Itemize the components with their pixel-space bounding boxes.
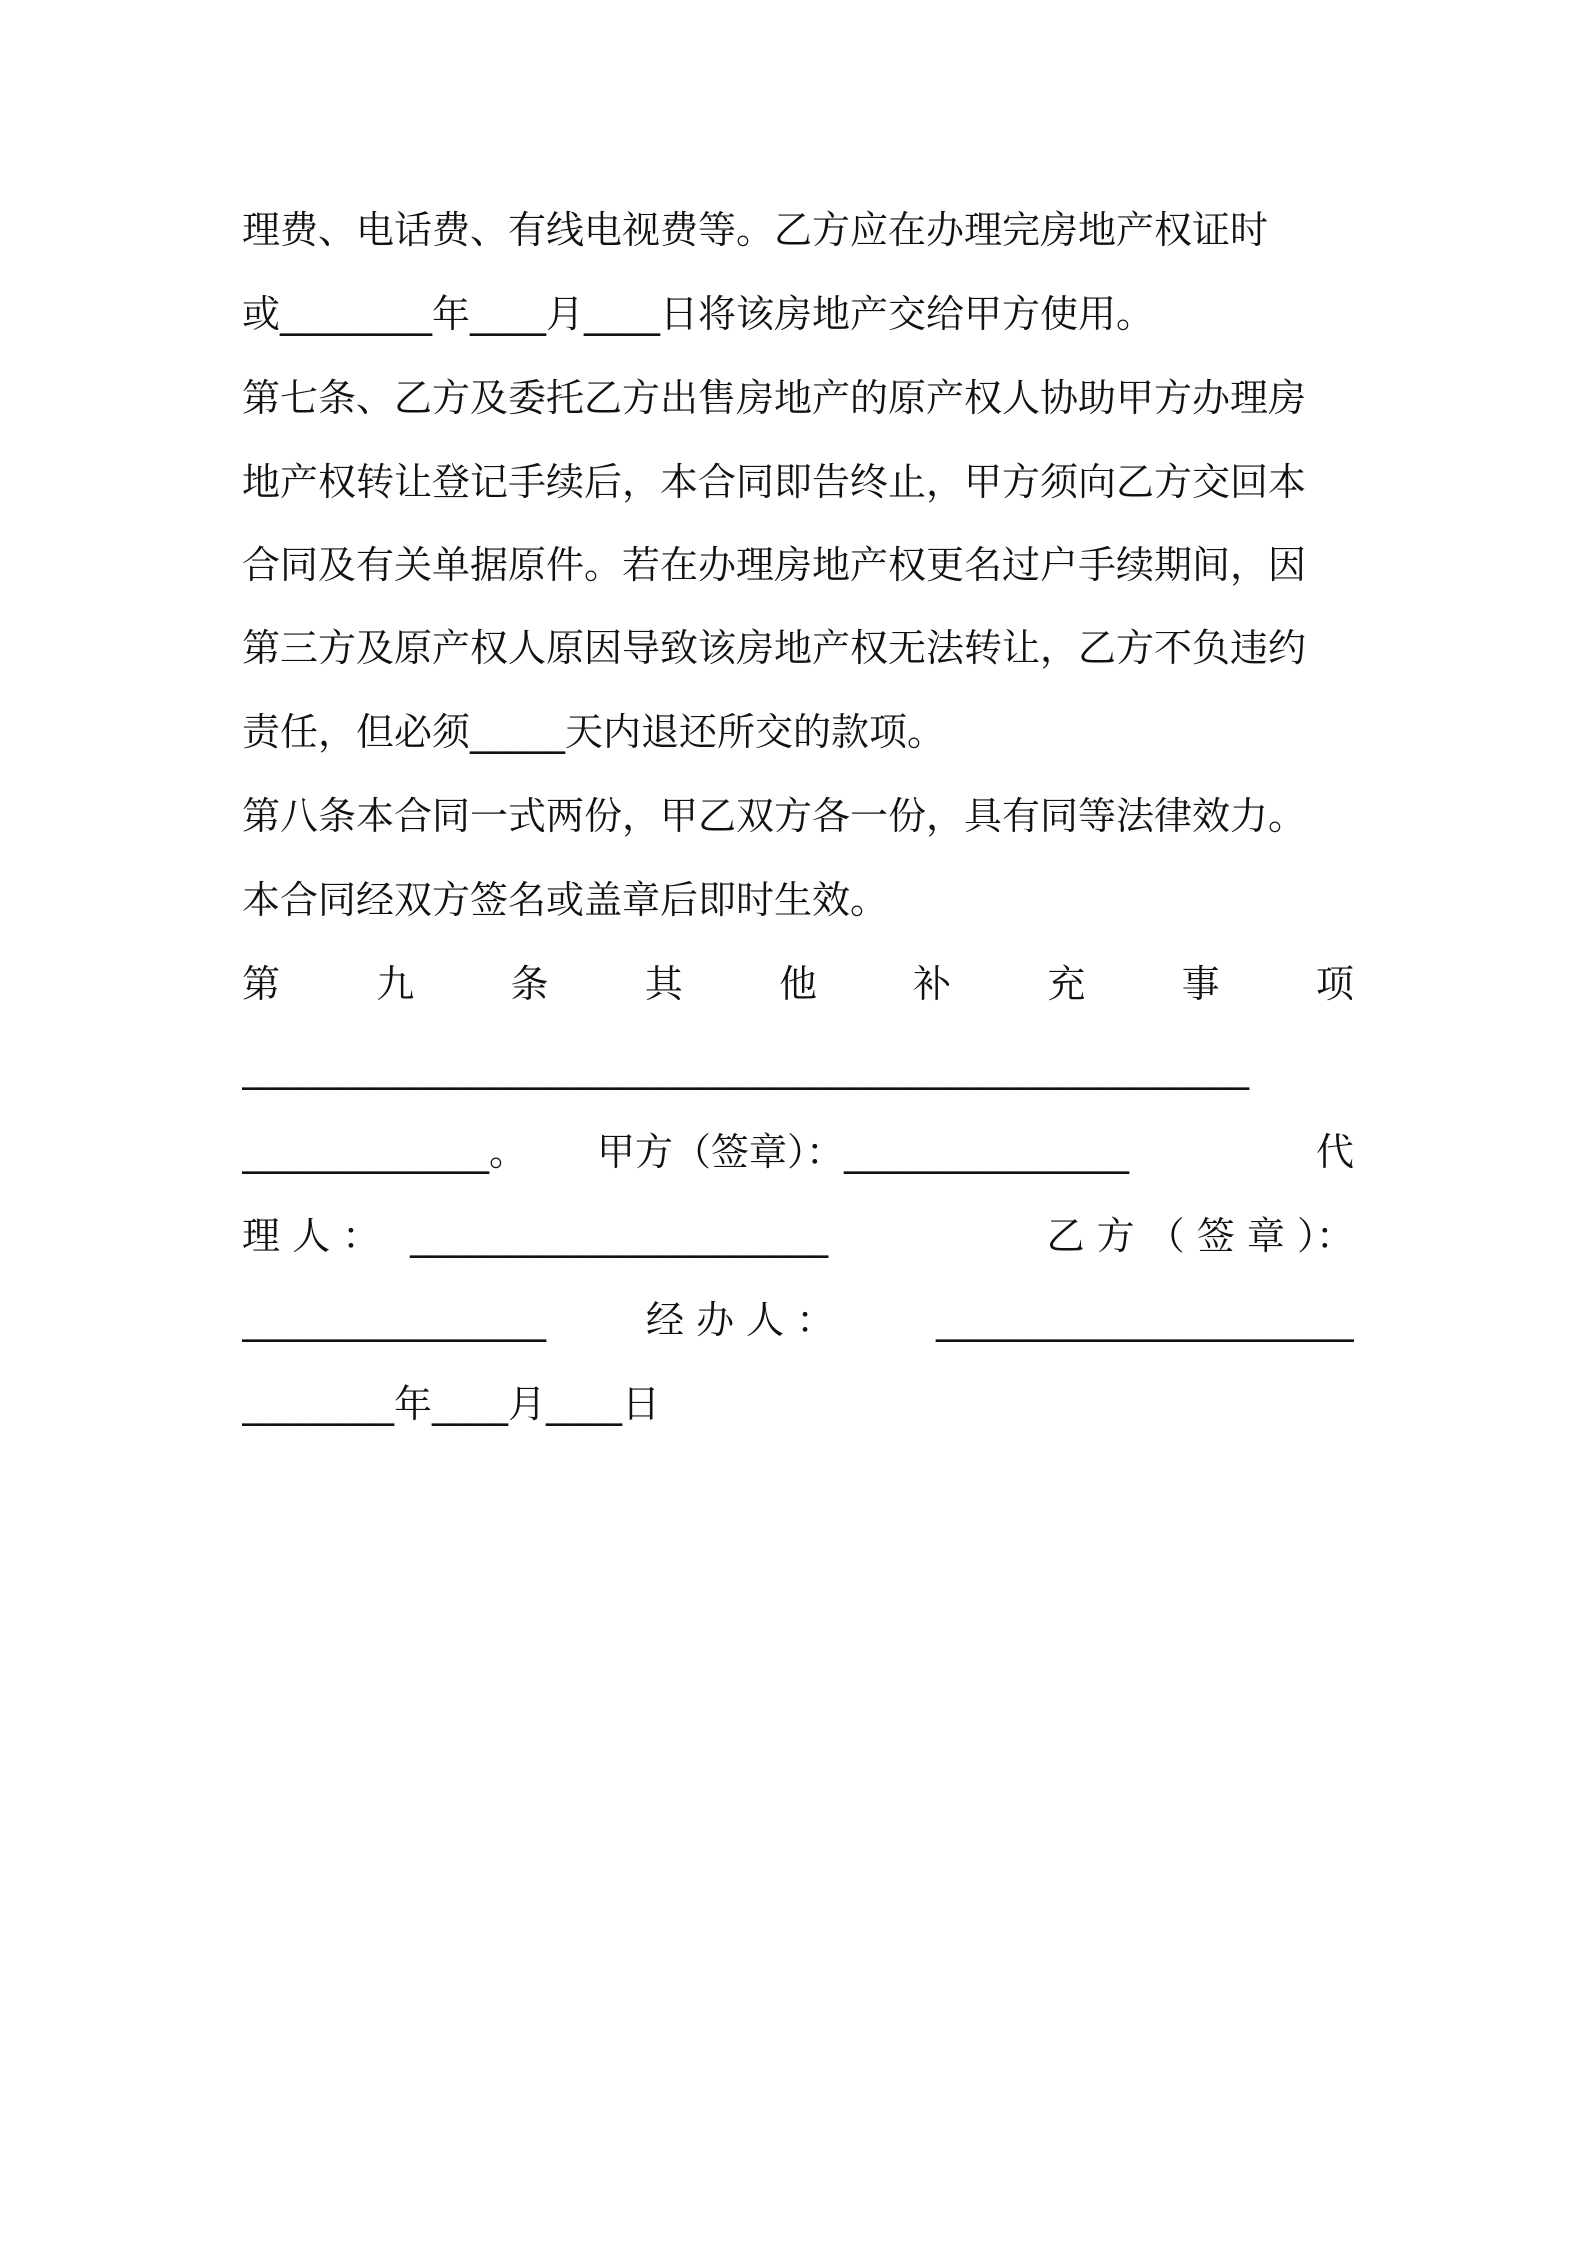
paragraph-line-7: 责任，但必须_____天内退还所交的款项。 (242, 710, 946, 754)
paragraph-line-1: 理费、电话费、有线电视费等。乙方应在办理完房地产权证时 (242, 208, 1269, 252)
article-9-heading (242, 960, 1354, 1008)
signature-line-1 (242, 1128, 1354, 1176)
paragraph-line-9: 本合同经双方签名或盖章后即时生效。 (242, 878, 889, 922)
article-9-char: 项 (1315, 962, 1354, 1006)
paragraph-line-2: 或________年____月____日将该房地产交给甲方使用。 (242, 292, 1155, 336)
handler-label: 经 办 人 ： (646, 1298, 835, 1342)
article-9-char: 事 (1181, 962, 1220, 1006)
article-9-char: 条 (510, 962, 549, 1006)
signature-line-2 (242, 1212, 1354, 1260)
article-9-char: 补 (913, 962, 952, 1006)
agent-char: 代 (1315, 1130, 1354, 1174)
article-9-char: 充 (1047, 962, 1086, 1006)
blank-end: _____________。 (242, 1130, 528, 1174)
paragraph-line-5: 合同及有关单据原件。若在办理房地产权更名过户手续期间，因 (242, 543, 1307, 587)
paragraph-line-6: 第三方及原产权人原因导致该房地产权无法转让，乙方不负违约 (242, 626, 1307, 670)
blank-left: ________________ (242, 1298, 546, 1342)
article-9-char: 第 (242, 962, 281, 1006)
paragraph-line-4: 地产权转让登记手续后，本合同即告终止，甲方须向乙方交回本 (242, 460, 1307, 504)
party-a-label: 甲方（签章）： (597, 1130, 845, 1174)
party-b-label: 乙 方 （ 签 章 ）： (1046, 1214, 1354, 1258)
article-9-char: 他 (778, 962, 817, 1006)
paragraph-line-8: 第八条本合同一式两份，甲乙双方各一份，具有同等法律效力。 (242, 794, 1307, 838)
party-a-blank: _______________ (844, 1130, 1130, 1174)
date-line: ________年____月____日 (242, 1382, 661, 1426)
blank-line-full: _____________________________________________________ (242, 1046, 1249, 1090)
paragraph-line-3: 第七条、乙方及委托乙方出售房地产的原产权人协助甲方办理房 (242, 376, 1307, 420)
agent-blank: ______________________ (410, 1214, 829, 1258)
agent-label: 理 人 ： (242, 1214, 381, 1258)
article-9-char: 其 (644, 962, 683, 1006)
article-9-char: 九 (376, 962, 415, 1006)
handler-blank: ______________________ (936, 1298, 1354, 1342)
signature-line-3 (242, 1296, 1354, 1344)
